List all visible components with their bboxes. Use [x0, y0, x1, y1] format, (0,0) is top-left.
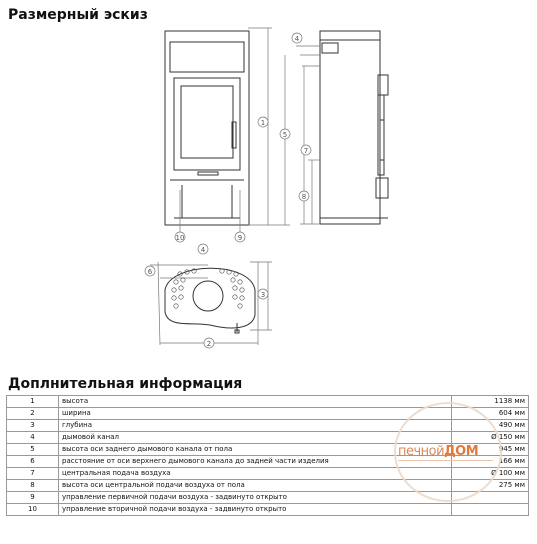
table-cell-value: 604 мм: [452, 408, 529, 420]
callout-front-5: 5: [282, 131, 288, 139]
callout-top-6: 6: [147, 268, 153, 276]
callout-side-8: 8: [301, 193, 307, 201]
table-cell-value: 490 мм: [452, 420, 529, 432]
table-cell-label: глубина: [59, 420, 452, 432]
table-cell-value: [452, 504, 529, 516]
table-cell-num: 1: [7, 396, 59, 408]
table-cell-label: управление первичной подачи воздуха - задвинуто открыто: [59, 492, 452, 504]
watermark-text-2: ДОМ: [444, 444, 479, 459]
table-cell-num: 4: [7, 432, 59, 444]
callout-front-1: 1: [260, 119, 266, 127]
table-cell-num: 2: [7, 408, 59, 420]
callout-top-3: 3: [260, 291, 266, 299]
table-cell-num: 6: [7, 456, 59, 468]
front-view: [165, 31, 249, 225]
info-title: Доплнительная информация: [8, 376, 243, 392]
callout-front-9: 9: [237, 234, 243, 242]
table-cell-label: расстояние от оси верхнего дымового канала до задней части изделия: [59, 456, 452, 468]
side-view: [320, 31, 388, 224]
air-holes: [172, 269, 244, 308]
table-cell-num: 3: [7, 420, 59, 432]
watermark-logo: [398, 444, 478, 459]
table-cell-value: 945 мм: [452, 444, 529, 456]
table-cell-num: 10: [7, 504, 59, 516]
callout-top-4: 4: [200, 246, 206, 254]
table-cell-num: 7: [7, 468, 59, 480]
callout-front-10: 10: [175, 234, 185, 242]
watermark-underline: [398, 460, 493, 461]
table-cell-num: 8: [7, 480, 59, 492]
callout-side-4: 4: [294, 35, 300, 43]
table-cell-label: высота оси заднего дымового канала от пола: [59, 444, 452, 456]
table-row: [7, 504, 529, 516]
page-title: Размерный эскиз: [8, 7, 148, 23]
callout-top-2: 2: [206, 340, 212, 348]
table-cell-value: Ø 150 мм: [452, 432, 529, 444]
callout-side-7: 7: [303, 147, 309, 155]
table-cell-label: высота оси центральной подачи воздуха от пола: [59, 480, 452, 492]
table-cell-label: дымовой канал: [59, 432, 452, 444]
table-cell-value: 166 мм: [452, 456, 529, 468]
table-cell-value: Ø 100 мм: [452, 468, 529, 480]
table-cell-value: 1138 мм: [452, 396, 529, 408]
table-cell-label: высота: [59, 396, 452, 408]
table-cell-label: управление вторичной подачи воздуха - задвинуто открыто: [59, 504, 452, 516]
table-cell-value: 275 мм: [452, 480, 529, 492]
table-cell-num: 9: [7, 492, 59, 504]
watermark-text-1: печной: [398, 444, 445, 459]
table-cell-num: 5: [7, 444, 59, 456]
table-cell-label: центральная подача воздуха: [59, 468, 452, 480]
table-cell-label: ширина: [59, 408, 452, 420]
